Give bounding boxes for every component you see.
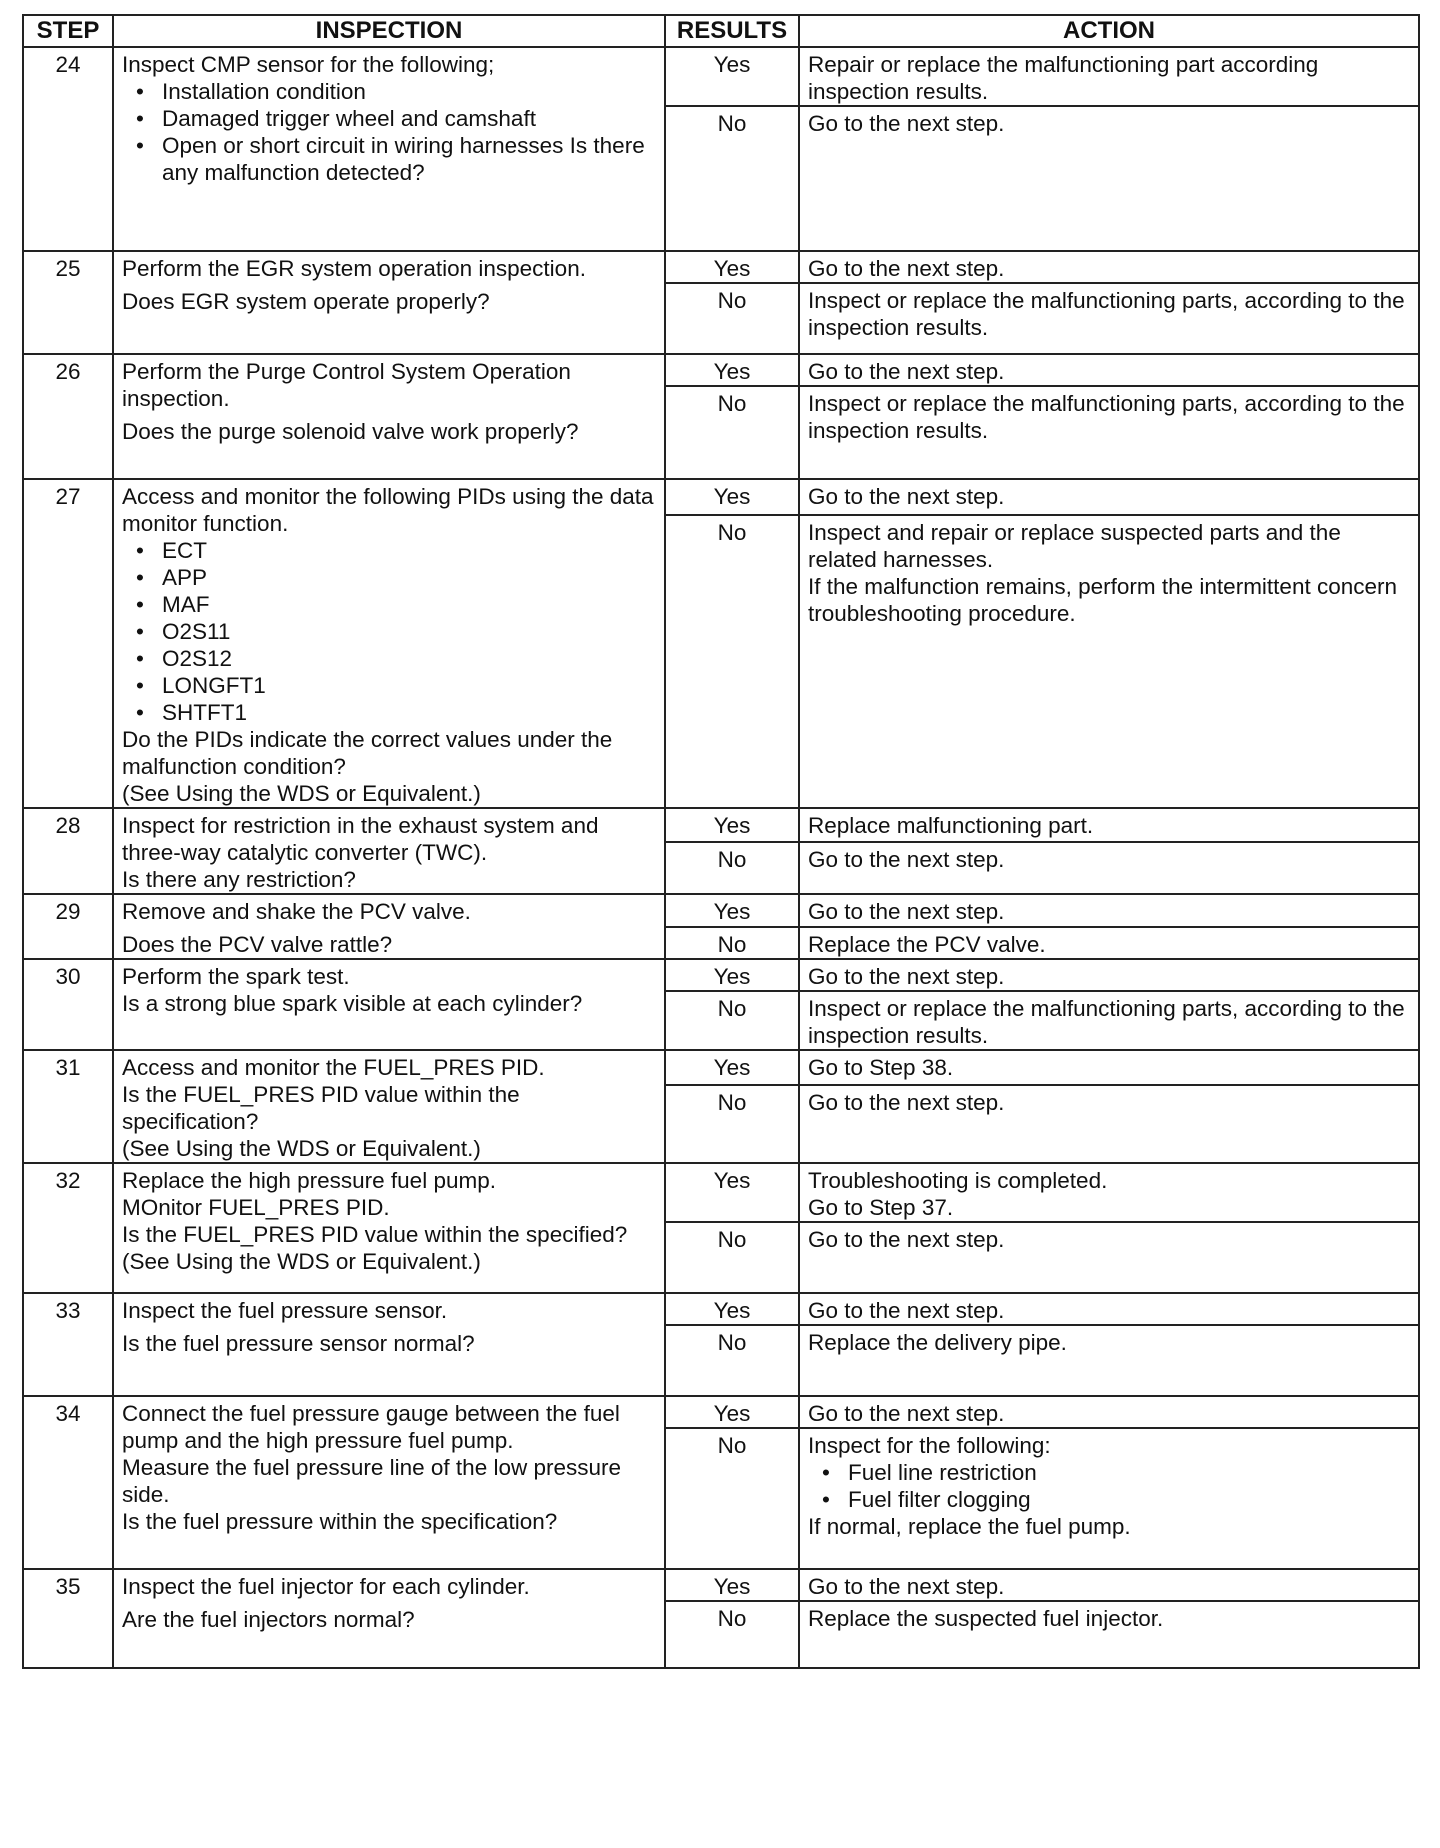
action-text: Go to the next step. [808,964,1005,989]
inspection-cell [113,1293,665,1396]
result-no: No [665,1085,799,1163]
inspection-cell [113,251,665,354]
inspection-cell [113,894,665,959]
inspection-text: Is the FUEL_PRES PID value within the specified? [122,1222,628,1247]
inspection-text: (See Using the WDS or Equivalent.) [122,781,481,806]
inspection-text: Does EGR system operate properly? [122,289,490,314]
inspection-text: Is the FUEL_PRES PID value within the specification? [122,1082,520,1134]
action-text: Go to the next step. [808,1090,1005,1116]
result-yes: Yes [665,808,799,842]
inspection-text: Do the PIDs indicate the correct values under the malfunction condition? [122,727,613,779]
action-text: Go to the next step. [808,1298,1005,1323]
inspection-bullet-list [122,537,656,726]
result-yes: Yes [665,47,799,106]
result-no: No [665,1325,799,1396]
action-no [799,842,1419,894]
inspection-text: Remove and shake the PCV valve. [122,899,471,924]
inspection-cell [113,1569,665,1668]
inspection-bullet-item: • LONGFT1 [162,672,656,699]
action-text: Replace malfunctioning part. [808,813,1094,838]
result-yes: Yes [665,251,799,283]
inspection-cell [113,47,665,251]
action-text: Go to the next step. [808,484,1005,509]
action-text: Go to the next step. [808,846,1005,872]
action-text: Replace the suspected fuel injector. [808,1606,1164,1631]
action-text: Inspect or replace the malfunctioning parts, according to the inspection results. [808,391,1405,443]
step-number: 25 [23,251,113,354]
action-yes [799,479,1419,515]
inspection-text: Inspect the fuel injector for each cylinder. [122,1574,530,1599]
inspection-text: Perform the EGR system operation inspection. [122,256,586,281]
header-action: ACTION [799,15,1419,47]
table-row [23,251,1419,283]
inspection-bullet-list [122,78,656,186]
result-no: No [665,991,799,1050]
action-yes [799,47,1419,106]
result-no: No [665,1222,799,1293]
action-text: If the malfunction remains, perform the intermittent concern troubleshooting procedure. [808,574,1398,627]
header-results: RESULTS [665,15,799,47]
action-bullet-list [808,1459,1410,1513]
inspection-text: (See Using the WDS or Equivalent.) [122,1136,481,1161]
action-no [799,991,1419,1050]
action-bullet-item: • Fuel line restriction [848,1459,1410,1486]
troubleshooting-table [22,14,1420,1669]
action-text: Go to the next step. [808,1401,1005,1426]
inspection-cell [113,479,665,808]
table-row [23,959,1419,991]
step-number: 34 [23,1396,113,1569]
action-yes [799,1293,1419,1325]
step-number: 27 [23,479,113,808]
action-text: Go to the next step. [808,111,1005,136]
action-no [799,1085,1419,1163]
action-yes [799,1050,1419,1085]
action-yes [799,1569,1419,1601]
action-no [799,1601,1419,1668]
inspection-bullet-item: • MAF [162,591,656,618]
action-no [799,106,1419,251]
result-yes: Yes [665,1396,799,1428]
inspection-text: (See Using the WDS or Equivalent.) [122,1249,481,1274]
step-number: 29 [23,894,113,959]
inspection-cell [113,808,665,894]
inspection-text: MOnitor FUEL_PRES PID. [122,1195,390,1220]
result-no: No [665,386,799,479]
table-body [23,47,1419,1668]
result-no: No [665,927,799,960]
table-row [23,894,1419,927]
inspection-text: Perform the Purge Control System Operation inspection. [122,359,571,411]
inspection-bullet-item: • SHTFT1 [162,699,656,726]
action-no [799,1325,1419,1396]
inspection-cell [113,959,665,1050]
header-step: STEP [23,15,113,47]
inspection-bullet-item: • O2S11 [162,618,656,645]
table-row [23,354,1419,386]
action-no [799,515,1419,808]
action-bullet-item: • Fuel filter clogging [848,1486,1410,1513]
troubleshooting-sheet [22,14,1418,1669]
action-text: Inspect for the following: [808,1433,1051,1458]
action-no [799,927,1419,960]
step-number: 28 [23,808,113,894]
result-yes: Yes [665,894,799,927]
inspection-cell [113,1050,665,1163]
table-row [23,808,1419,842]
result-no: No [665,515,799,808]
table-row [23,479,1419,515]
result-yes: Yes [665,479,799,515]
table-row [23,47,1419,106]
table-row [23,1163,1419,1222]
inspection-cell [113,1396,665,1569]
action-text: Go to Step 37. [808,1195,954,1220]
step-number: 32 [23,1163,113,1293]
result-no: No [665,1428,799,1569]
inspection-bullet-item: • APP [162,564,656,591]
inspection-text: Is there any restriction? [122,867,356,892]
result-no: No [665,106,799,251]
action-no [799,1222,1419,1293]
action-yes [799,251,1419,283]
table-row [23,1569,1419,1601]
action-text: Go to Step 38. [808,1055,954,1080]
header-inspection: INSPECTION [113,15,665,47]
step-number: 33 [23,1293,113,1396]
action-text: Repair or replace the malfunctioning part according inspection results. [808,52,1319,104]
result-yes: Yes [665,1163,799,1222]
inspection-text: Access and monitor the FUEL_PRES PID. [122,1055,545,1080]
inspection-bullet-item: • O2S12 [162,645,656,672]
action-text: If normal, replace the fuel pump. [808,1514,1131,1539]
result-yes: Yes [665,354,799,386]
table-header-row [23,15,1419,47]
inspection-text: Replace the high pressure fuel pump. [122,1168,496,1193]
inspection-text: Access and monitor the following PIDs using the data monitor function. [122,484,654,536]
step-number: 26 [23,354,113,479]
inspection-text: Are the fuel injectors normal? [122,1607,415,1632]
action-yes [799,1396,1419,1428]
action-text: Inspect and repair or replace suspected parts and the related harnesses. [808,520,1341,573]
action-text: Go to the next step. [808,1227,1005,1252]
action-text: Go to the next step. [808,359,1005,384]
action-yes [799,959,1419,991]
inspection-text: Does the PCV valve rattle? [122,932,393,957]
result-yes: Yes [665,1050,799,1085]
action-text: Replace the PCV valve. [808,931,1046,957]
inspection-text: Is a strong blue spark visible at each cylinder? [122,991,583,1016]
inspection-cell [113,1163,665,1293]
action-yes [799,354,1419,386]
action-no [799,1428,1419,1569]
action-text: Go to the next step. [808,256,1005,281]
table-row [23,1396,1419,1428]
table-row [23,1050,1419,1085]
action-yes [799,894,1419,927]
inspection-text: Is the fuel pressure within the specification? [122,1509,558,1534]
inspection-text: Does the purge solenoid valve work properly? [122,419,579,444]
step-number: 24 [23,47,113,251]
action-text: Inspect or replace the malfunctioning parts, according to the inspection results. [808,996,1405,1048]
table-row [23,1293,1419,1325]
action-yes [799,808,1419,842]
action-text: Go to the next step. [808,1574,1005,1599]
result-no: No [665,1601,799,1668]
inspection-bullet-item: • Installation condition [162,78,656,105]
inspection-text: Measure the fuel pressure line of the low pressure side. [122,1455,622,1507]
step-number: 31 [23,1050,113,1163]
result-yes: Yes [665,1293,799,1325]
step-number: 30 [23,959,113,1050]
result-no: No [665,283,799,354]
inspection-text: Connect the fuel pressure gauge between the fuel pump and the high pressure fuel pump. [122,1401,620,1453]
inspection-cell [113,354,665,479]
result-yes: Yes [665,1569,799,1601]
action-no [799,386,1419,479]
action-no [799,283,1419,354]
result-yes: Yes [665,959,799,991]
inspection-text: Perform the spark test. [122,964,350,989]
action-text: Go to the next step. [808,899,1005,924]
action-yes [799,1163,1419,1222]
step-number: 35 [23,1569,113,1668]
inspection-bullet-item: • ECT [162,537,656,564]
inspection-text: Inspect the fuel pressure sensor. [122,1298,448,1323]
inspection-bullet-item: • Open or short circuit in wiring harnesses Is there any malfunction detected? [162,132,656,186]
result-no: No [665,842,799,894]
action-text: Replace the delivery pipe. [808,1330,1067,1355]
inspection-bullet-item: • Damaged trigger wheel and camshaft [162,105,656,132]
inspection-text: Inspect for restriction in the exhaust system and three-way catalytic converter (TWC). [122,813,599,865]
inspection-text: Is the fuel pressure sensor normal? [122,1331,475,1356]
action-text: Inspect or replace the malfunctioning parts, according to the inspection results. [808,288,1405,340]
inspection-text: Inspect CMP sensor for the following; [122,52,495,77]
action-text: Troubleshooting is completed. [808,1168,1108,1193]
